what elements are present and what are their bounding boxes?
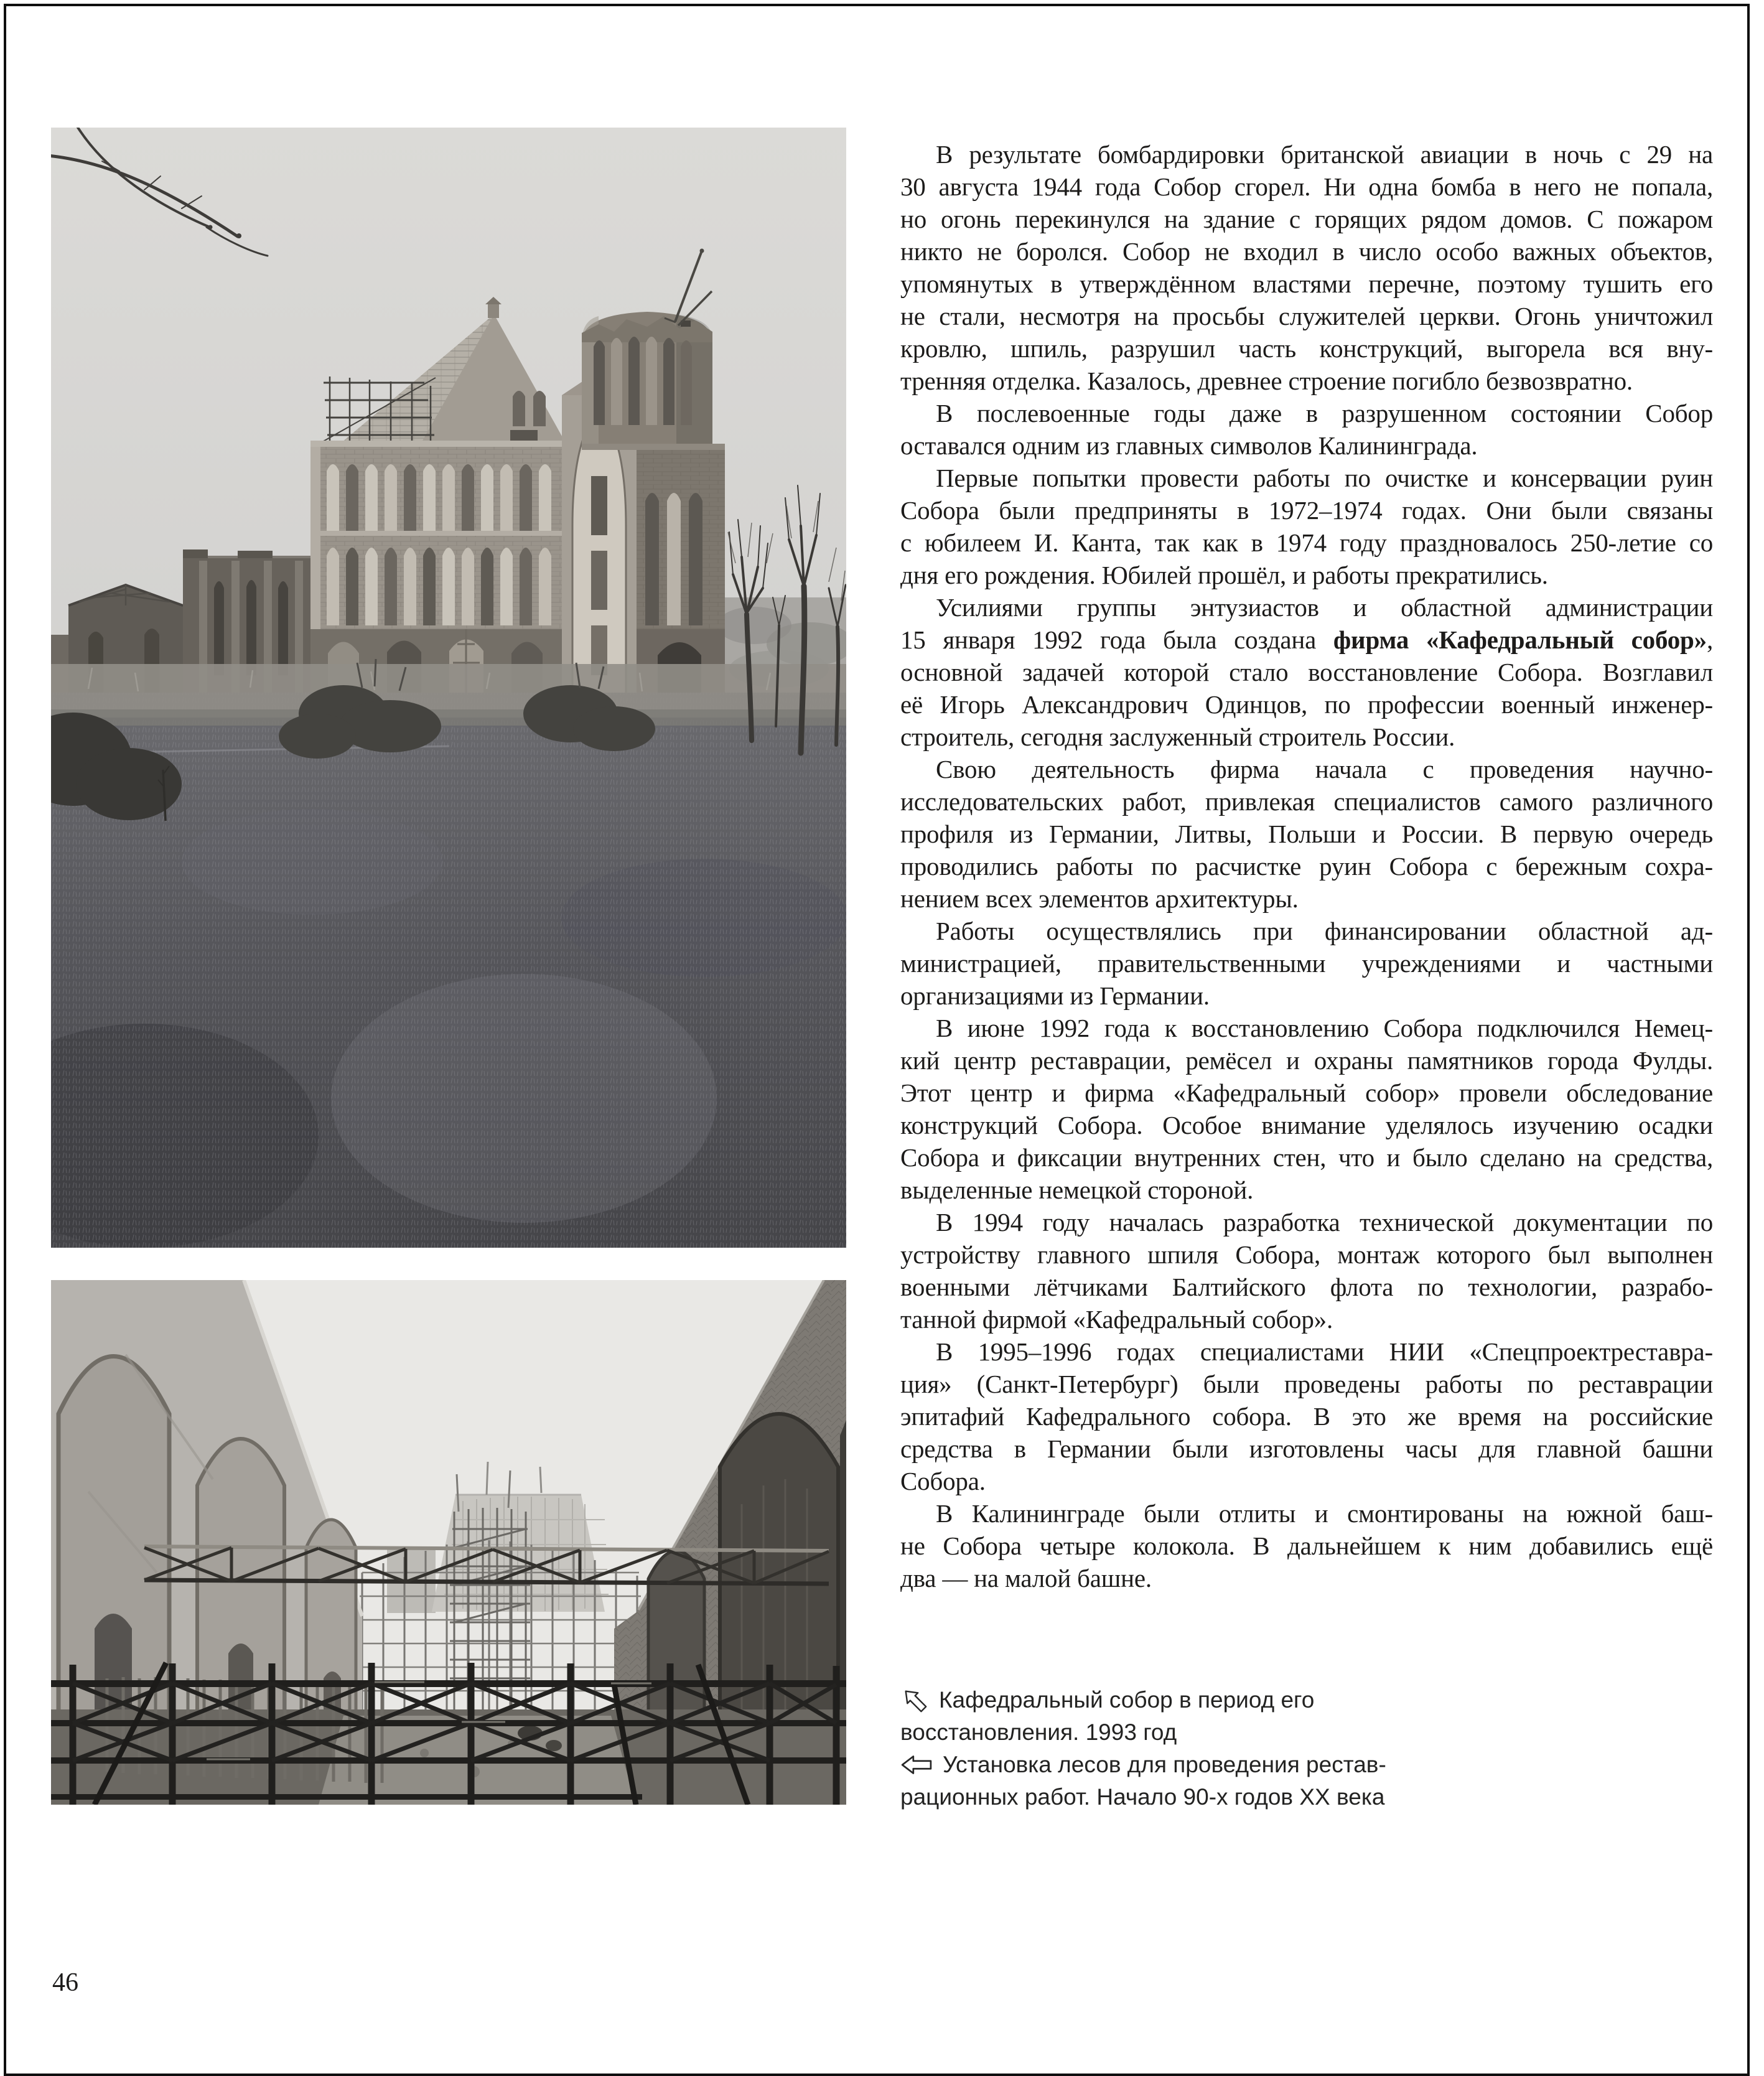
cathedral-exterior-illustration xyxy=(51,128,846,1248)
text-line: организациями из Германии. xyxy=(900,981,1210,1010)
text-line: Работы осуществлялись при финансировании областной ад- xyxy=(936,917,1713,945)
caption-bottom-row xyxy=(900,1749,1554,1781)
text-line: выделенные немецкой стороной. xyxy=(900,1176,1254,1204)
text-line: её Игорь Александрович Одинцов, по профессии военный инженер- xyxy=(900,690,1713,719)
text-line: 30 августа 1944 года Собор сгорел. Ни одна бомба в него не попала, xyxy=(900,172,1713,201)
text-line: дня его рождения. Юбилей прошёл, и работы прекратились. xyxy=(900,561,1548,589)
text-line: не Собора четыре колокола. В дальнейшем к ним добавились ещё xyxy=(900,1531,1713,1560)
text-line: Собора и фиксации внутренних стен, что и было сделано на средства, xyxy=(900,1143,1713,1172)
caption-bottom-line1: Установка лесов для проведения рестав- xyxy=(943,1752,1386,1777)
caption-top-line2: восстановления. 1993 год xyxy=(900,1719,1177,1745)
left-arrow-icon xyxy=(900,1754,933,1776)
text-line: исследовательских работ, привлекая специалистов самого различного xyxy=(900,787,1713,816)
page-number: 46 xyxy=(52,1968,78,1997)
text-line: никто не боролся. Собор не входил в число особо важных объектов, xyxy=(900,237,1713,266)
photo-cathedral-exterior xyxy=(51,128,846,1248)
text-line: нением всех элементов архитектуры. xyxy=(900,884,1299,913)
nw-arrow-icon xyxy=(900,1686,929,1714)
text-line: В 1995–1996 годах специалистами НИИ «Спецпроектреставра- xyxy=(936,1337,1713,1366)
caption-bottom-line2: рационных работ. Начало 90-х годов XX века xyxy=(900,1784,1385,1810)
caption-top-row xyxy=(900,1684,1554,1716)
photo-captions xyxy=(900,1684,1554,1813)
text-line: танной фирмой «Кафедральный собор». xyxy=(900,1305,1333,1334)
text-line: оставался одним из главных символов Калининграда. xyxy=(900,431,1478,460)
text-line: В Калининграде были отлиты и смонтированы на южной баш- xyxy=(936,1499,1713,1528)
text-line: не стали, несмотря на просьбы служителей церкви. Огонь уничтожил xyxy=(900,302,1713,330)
text-line: профиля из Германии, Литвы, Польши и России. В первую очередь xyxy=(900,820,1713,848)
text-line: Этот центр и фирма «Кафедральный собор» провели обследование xyxy=(900,1078,1713,1107)
article-text xyxy=(900,138,1713,1594)
nave-scaffolding-illustration xyxy=(51,1280,846,1805)
text-line: Собора были предприняты в 1972–1974 годах. Они были связаны xyxy=(900,496,1713,525)
text-line: но огонь перекинулся на здание с горящих рядом домов. С пожаром xyxy=(900,205,1713,233)
text-line: В послевоенные годы даже в разрушенном состоянии Собор xyxy=(936,399,1713,428)
text-line: два — на малой башне. xyxy=(900,1564,1152,1592)
text-line: 15 января 1992 года была создана фирма «Кафедральный собор», xyxy=(900,625,1713,654)
text-line: средства в Германии были изготовлены часы для главной башни xyxy=(900,1434,1713,1463)
text-line: конструкций Собора. Особое внимание уделялось изучению осадки xyxy=(900,1111,1713,1139)
text-line: В 1994 году началась разработка технической документации по xyxy=(936,1208,1713,1237)
text-line: тренняя отделка. Казалось, древнее строение погибло безвозвратно. xyxy=(900,367,1633,395)
text-line: устройству главного шпиля Собора, монтаж которого был выполнен xyxy=(900,1240,1713,1269)
text-line: Усилиями группы энтузиастов и областной администрации xyxy=(936,593,1713,622)
text-line: Свою деятельность фирма начала с проведения научно- xyxy=(936,755,1713,783)
text-line: В июне 1992 года к восстановлению Собора подключился Немец- xyxy=(936,1014,1713,1042)
text-line: кий центр реставрации, ремёсел и охраны памятников города Фулды. xyxy=(900,1046,1713,1075)
text-line: министрацией, правительственными учреждениями и частными xyxy=(900,949,1713,978)
text-line: кровлю, шпиль, разрушил часть конструкций, выгорела вся вну- xyxy=(900,334,1713,363)
caption-top-line1: Кафедральный собор в период его xyxy=(939,1687,1315,1713)
text-line: проводились работы по расчистке руин Собора с бережным сохра- xyxy=(900,852,1713,881)
text-line: с юбилеем И. Канта, так как в 1974 году праздновалось 250-летие со xyxy=(900,528,1713,557)
text-line: основной задачей которой стало восстановление Собора. Возглавил xyxy=(900,658,1713,686)
text-line: Собора. xyxy=(900,1467,986,1495)
text-line: Первые попытки провести работы по очистке и консервации руин xyxy=(936,464,1713,492)
text-line: строитель, сегодня заслуженный строитель России. xyxy=(900,722,1455,751)
text-line: упомянутых в утверждённом властями перечне, поэтому тушить его xyxy=(900,269,1713,298)
text-line: эпитафий Кафедрального собора. В это же время на российские xyxy=(900,1402,1713,1431)
text-line: военными лётчиками Балтийского флота по технологии, разрабо- xyxy=(900,1273,1713,1301)
photo-nave-scaffolding xyxy=(51,1280,846,1805)
text-line: ция» (Санкт-Петербург) были проведены работы по реставрации xyxy=(900,1370,1713,1398)
text-line: В результате бомбардировки британской авиации в ночь с 29 на xyxy=(936,140,1713,169)
